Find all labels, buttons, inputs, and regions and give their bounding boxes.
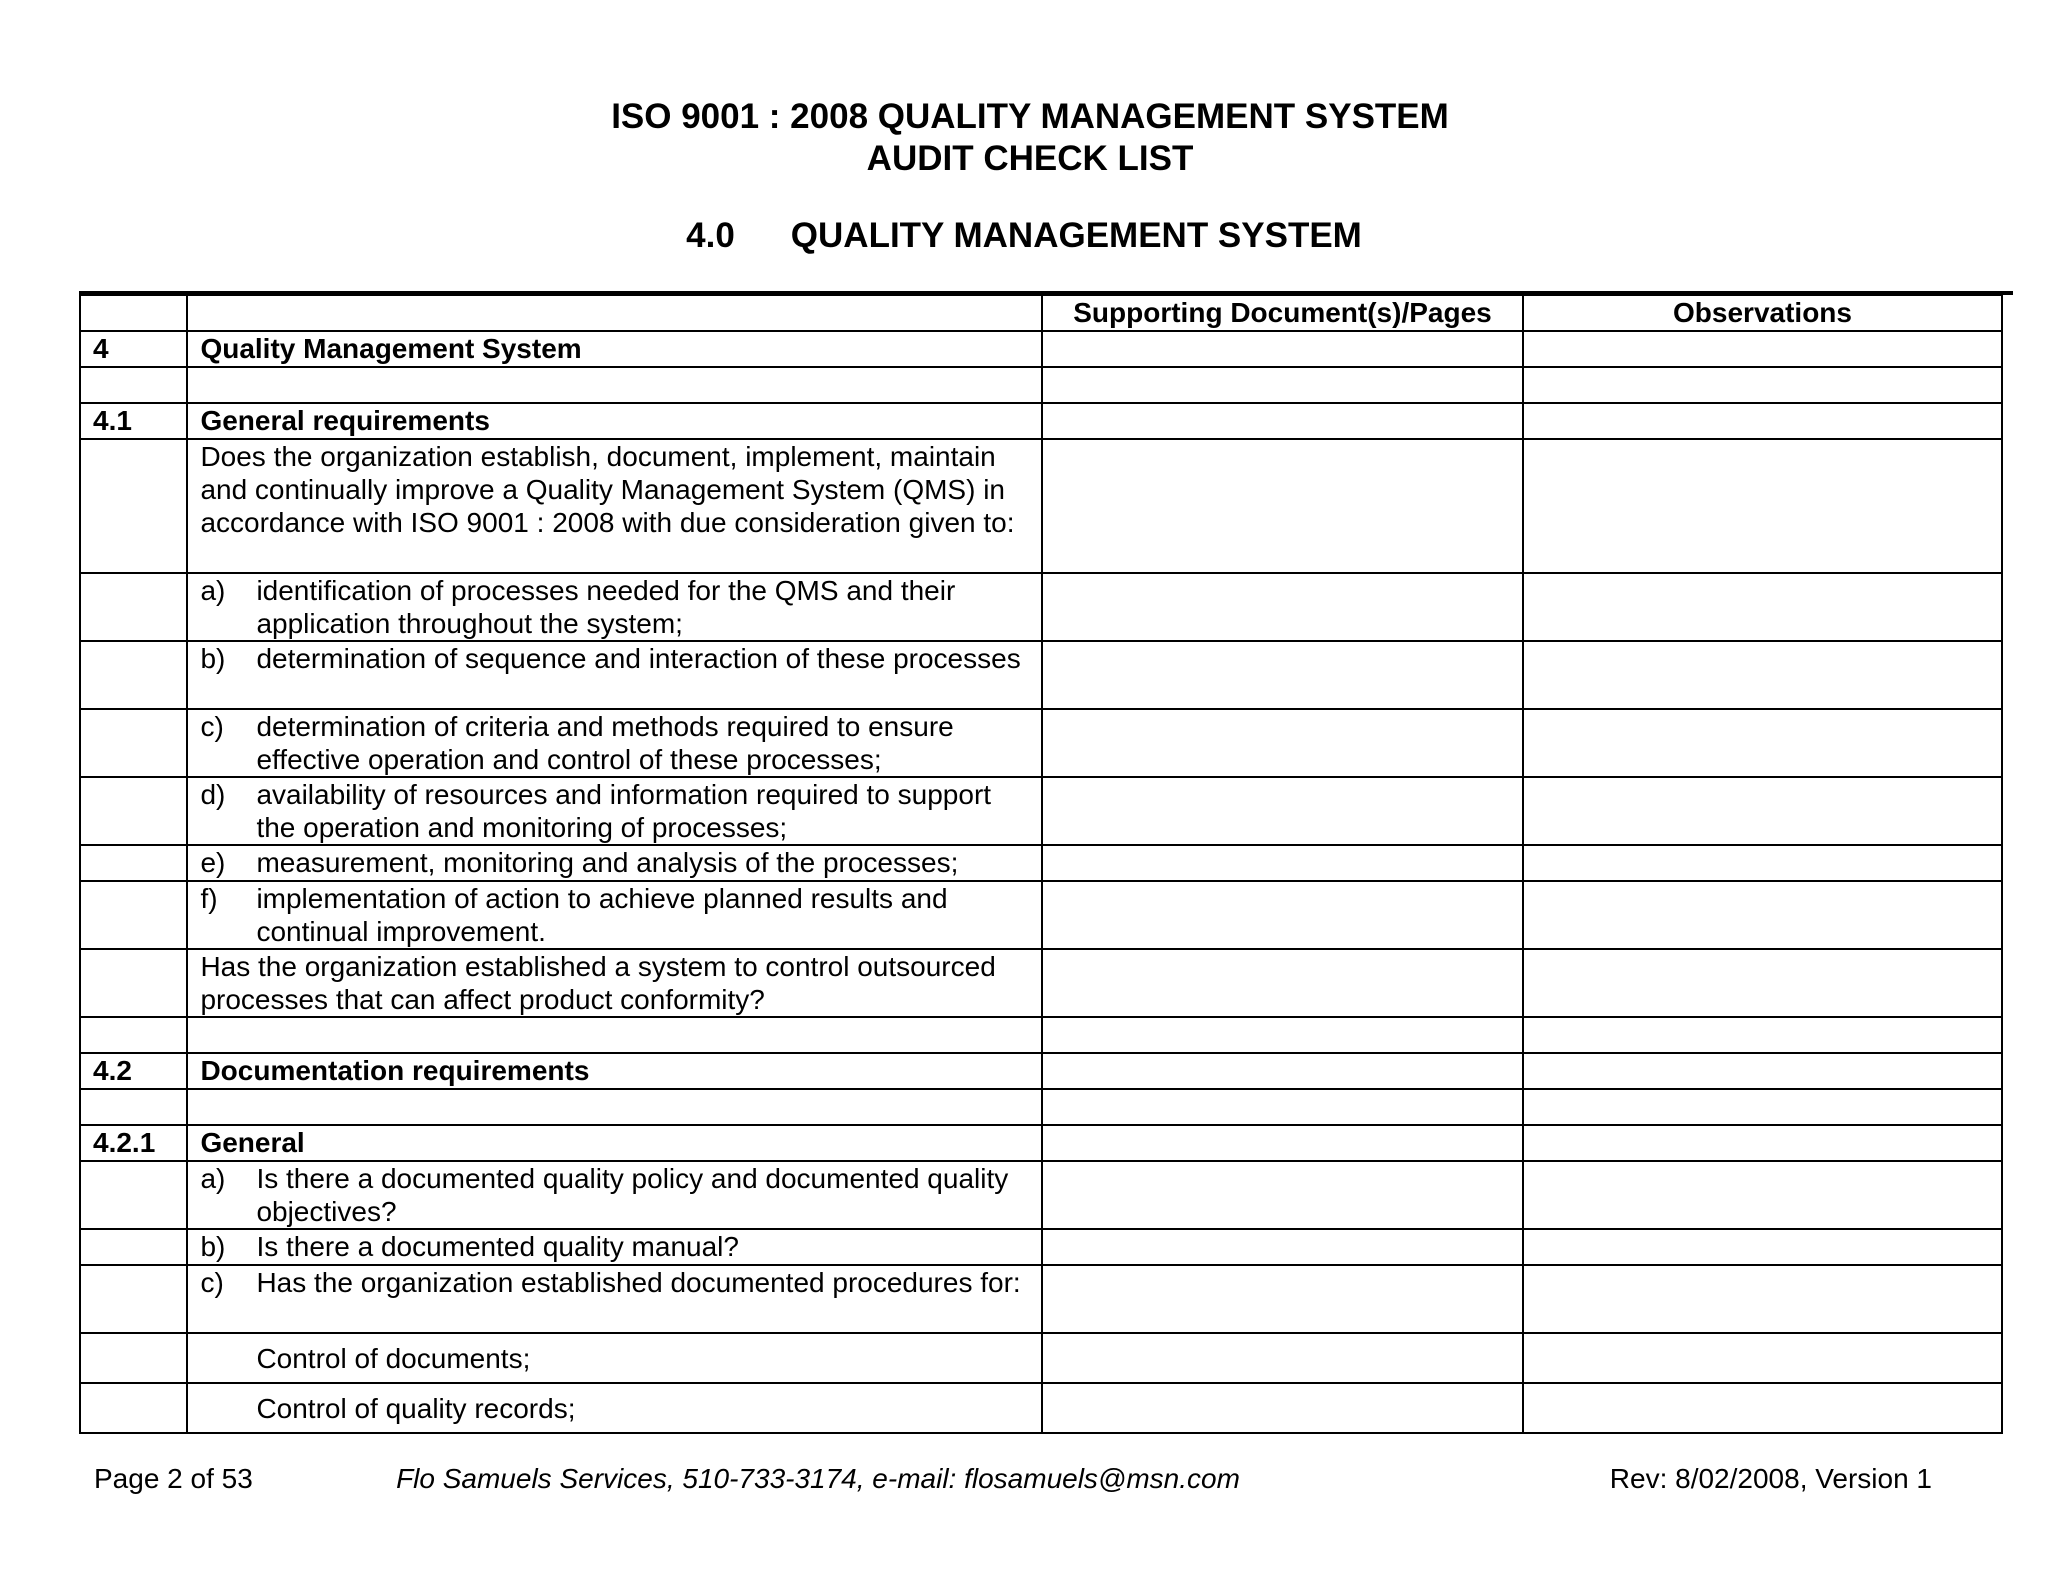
clause-number [80, 1161, 187, 1229]
clause-number [80, 881, 187, 949]
table-row [80, 845, 2002, 881]
requirement-cell [187, 1017, 1042, 1053]
requirement-cell [187, 331, 1042, 367]
table-row [80, 573, 2002, 641]
supporting-documents-cell[interactable] [1042, 439, 1523, 573]
table-row [80, 641, 2002, 709]
table-row [80, 949, 2002, 1017]
table-row [80, 1017, 2002, 1053]
observations-cell[interactable] [1523, 777, 2002, 845]
requirement-text: implementation of action to achieve planned results and continual improvement. [256, 883, 948, 947]
requirement-text: Is there a documented quality manual? [256, 1231, 739, 1262]
item-label: c) [200, 1267, 224, 1298]
clause-number [80, 367, 187, 403]
observations-cell[interactable] [1523, 439, 2002, 573]
supporting-documents-cell[interactable] [1042, 1333, 1523, 1383]
table-row [80, 777, 2002, 845]
supporting-documents-cell[interactable] [1042, 1265, 1523, 1333]
requirement-cell [187, 1265, 1042, 1333]
requirement-cell [187, 439, 1042, 573]
clause-number [80, 949, 187, 1017]
page-footer [0, 1461, 2048, 1497]
clause-number [80, 845, 187, 881]
requirement-cell [187, 1229, 1042, 1265]
clause-number: 4.1 [80, 403, 187, 439]
requirement-text: Has the organization established documented procedures for: [256, 1267, 1021, 1298]
clause-number [80, 573, 187, 641]
requirement-cell [187, 1125, 1042, 1161]
observations-cell[interactable] [1523, 367, 2002, 403]
supporting-documents-cell[interactable] [1042, 1089, 1523, 1125]
clause-title: General requirements [200, 405, 490, 436]
clause-title: General [200, 1127, 305, 1158]
clause-number [80, 439, 187, 573]
requirement-cell [187, 949, 1042, 1017]
clause-title: Quality Management System [200, 333, 582, 364]
requirement-text: Does the organization establish, document, implement, maintain and continually improve a Quality Management System (QMS) in accordance with ISO 9001 : 2008 with due consideration given to: [200, 441, 1015, 538]
requirement-cell [187, 1333, 1042, 1383]
document-title: ISO 9001 : 2008 QUALITY MANAGEMENT SYSTEM [611, 97, 1449, 136]
item-label: b) [200, 1231, 226, 1262]
table-row [80, 1161, 2002, 1229]
supporting-documents-cell[interactable] [1042, 881, 1523, 949]
clause-number [80, 709, 187, 777]
column-header-supporting-documents: Supporting Document(s)/Pages [1042, 295, 1523, 331]
requirement-cell [187, 367, 1042, 403]
clause-number [80, 1017, 187, 1053]
supporting-documents-cell[interactable] [1042, 1053, 1523, 1089]
observations-cell[interactable] [1523, 1333, 2002, 1383]
clause-number [80, 1089, 187, 1125]
table-row [80, 403, 2002, 439]
table-row [80, 1053, 2002, 1089]
requirement-text: identification of processes needed for the QMS and their application throughout the system; [256, 575, 956, 639]
table-row [80, 439, 2002, 573]
requirement-text: Control of documents; [256, 1343, 531, 1374]
column-header-requirement [187, 295, 1042, 331]
column-header-number [80, 295, 187, 331]
clause-number [80, 641, 187, 709]
observations-cell[interactable] [1523, 641, 2002, 709]
item-label: a) [200, 1163, 226, 1194]
requirement-cell [187, 709, 1042, 777]
requirement-text: Control of quality records; [256, 1393, 576, 1424]
requirement-cell [187, 1383, 1042, 1433]
requirement-cell [187, 573, 1042, 641]
requirement-cell [187, 1089, 1042, 1125]
clause-number [80, 1383, 187, 1433]
clause-number: 4.2.1 [80, 1125, 187, 1161]
requirement-cell [187, 881, 1042, 949]
section-number: 4.0 [686, 216, 735, 255]
supporting-documents-cell[interactable] [1042, 1017, 1523, 1053]
clause-number [80, 777, 187, 845]
clause-number [80, 1265, 187, 1333]
table-row [80, 1229, 2002, 1265]
requirement-cell [187, 641, 1042, 709]
supporting-documents-cell[interactable] [1042, 1229, 1523, 1265]
supporting-documents-cell[interactable] [1042, 641, 1523, 709]
supporting-documents-cell[interactable] [1042, 331, 1523, 367]
observations-cell[interactable] [1523, 949, 2002, 1017]
clause-number: 4.2 [80, 1053, 187, 1089]
section-heading [0, 215, 2048, 257]
clause-number [80, 1333, 187, 1383]
clause-number [80, 1229, 187, 1265]
supporting-documents-cell[interactable] [1042, 777, 1523, 845]
observations-cell[interactable] [1523, 331, 2002, 367]
item-label: a) [200, 575, 226, 606]
requirement-cell [187, 1161, 1042, 1229]
observations-cell[interactable] [1523, 1265, 2002, 1333]
observations-cell[interactable] [1523, 1125, 2002, 1161]
requirement-text: availability of resources and information required to support the operation and monitoring of processes; [256, 779, 992, 843]
clause-number: 4 [80, 331, 187, 367]
observations-cell[interactable] [1523, 1017, 2002, 1053]
observations-cell[interactable] [1523, 845, 2002, 881]
table-row [80, 1125, 2002, 1161]
observations-cell[interactable] [1523, 1229, 2002, 1265]
requirement-text: determination of sequence and interaction of these processes [256, 643, 1021, 674]
supporting-documents-cell[interactable] [1042, 709, 1523, 777]
table-row [80, 367, 2002, 403]
observations-cell[interactable] [1523, 1089, 2002, 1125]
supporting-documents-cell[interactable] [1042, 403, 1523, 439]
supporting-documents-cell[interactable] [1042, 573, 1523, 641]
requirement-text: determination of criteria and methods required to ensure effective operation and control of these processes; [256, 711, 954, 775]
supporting-documents-cell[interactable] [1042, 845, 1523, 881]
table-header-row [80, 295, 2002, 331]
supporting-documents-cell[interactable] [1042, 949, 1523, 1017]
column-header-observations: Observations [1523, 295, 2002, 331]
observations-cell[interactable] [1523, 1383, 2002, 1433]
section-title: QUALITY MANAGEMENT SYSTEM [790, 216, 1362, 255]
clause-title: Documentation requirements [200, 1055, 590, 1086]
table-row [80, 331, 2002, 367]
audit-checklist-table [79, 294, 2003, 1434]
document-subtitle: AUDIT CHECK LIST [866, 139, 1194, 178]
table-row [80, 881, 2002, 949]
table-row [80, 1265, 2002, 1333]
revision-info: Rev: 8/02/2008, Version 1 [1609, 1463, 1932, 1494]
item-label: b) [200, 643, 226, 674]
requirement-cell [187, 845, 1042, 881]
requirement-text: Has the organization established a system to control outsourced processes that can affect product conformity? [200, 951, 996, 1015]
requirement-cell [187, 777, 1042, 845]
observations-cell[interactable] [1523, 1053, 2002, 1089]
observations-cell[interactable] [1523, 403, 2002, 439]
requirement-text: Is there a documented quality policy and documented quality objectives? [256, 1163, 1009, 1227]
item-label: c) [200, 711, 224, 742]
item-label: d) [200, 779, 226, 810]
supporting-documents-cell[interactable] [1042, 1161, 1523, 1229]
item-label: f) [200, 883, 218, 914]
page-number: Page 2 of 53 [94, 1463, 253, 1494]
table-row [80, 1333, 2002, 1383]
requirement-cell [187, 1053, 1042, 1089]
observations-cell[interactable] [1523, 709, 2002, 777]
supporting-documents-cell[interactable] [1042, 367, 1523, 403]
company-contact: Flo Samuels Services, 510-733-3174, e-mail: flosamuels@msn.com [396, 1463, 1240, 1494]
observations-cell[interactable] [1523, 881, 2002, 949]
observations-cell[interactable] [1523, 573, 2002, 641]
observations-cell[interactable] [1523, 1161, 2002, 1229]
requirement-cell [187, 403, 1042, 439]
table-row [80, 1089, 2002, 1125]
supporting-documents-cell[interactable] [1042, 1125, 1523, 1161]
table-row [80, 1383, 2002, 1433]
requirement-text: measurement, monitoring and analysis of the processes; [256, 847, 959, 878]
table-row [80, 709, 2002, 777]
supporting-documents-cell[interactable] [1042, 1383, 1523, 1433]
item-label: e) [200, 847, 226, 878]
